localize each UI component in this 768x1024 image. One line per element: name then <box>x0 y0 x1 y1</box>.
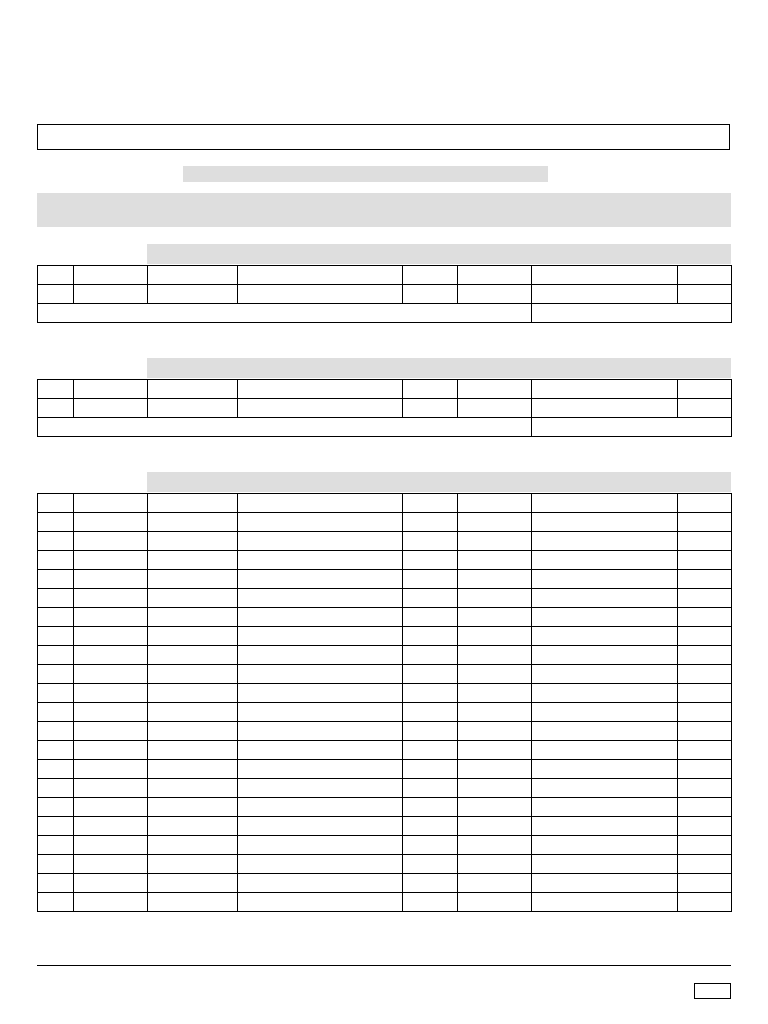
table-row <box>38 494 732 513</box>
table-cell[interactable] <box>74 551 148 570</box>
table-cell[interactable] <box>38 380 74 399</box>
table-cell[interactable] <box>38 817 74 836</box>
table-cell[interactable] <box>74 855 148 874</box>
table-cell[interactable] <box>403 665 458 684</box>
table-cell[interactable] <box>238 589 403 608</box>
table-cell[interactable] <box>238 874 403 893</box>
table-cell[interactable] <box>458 703 532 722</box>
form-info-band <box>37 193 731 227</box>
table-cell[interactable] <box>458 285 532 304</box>
table-cell[interactable] <box>38 494 74 513</box>
table-cell[interactable] <box>74 627 148 646</box>
table-cell[interactable] <box>238 760 403 779</box>
table-cell[interactable] <box>148 741 238 760</box>
table-cell[interactable] <box>74 380 148 399</box>
table-cell[interactable] <box>74 399 148 418</box>
table-cell[interactable] <box>532 779 678 798</box>
table-cell[interactable] <box>458 513 532 532</box>
table-cell[interactable] <box>403 266 458 285</box>
table-cell[interactable] <box>38 741 74 760</box>
total-label <box>38 418 532 437</box>
table-cell[interactable] <box>678 893 732 912</box>
table-cell[interactable] <box>74 817 148 836</box>
table-cell[interactable] <box>458 741 532 760</box>
table-cell[interactable] <box>403 874 458 893</box>
table-row <box>38 779 732 798</box>
table-row <box>38 760 732 779</box>
table-cell[interactable] <box>403 703 458 722</box>
table-cell[interactable] <box>403 855 458 874</box>
table-cell[interactable] <box>148 722 238 741</box>
table-cell[interactable] <box>403 532 458 551</box>
table-cell[interactable] <box>678 722 732 741</box>
total-value-field[interactable] <box>532 418 732 437</box>
table-cell[interactable] <box>678 608 732 627</box>
table-cell[interactable] <box>403 798 458 817</box>
table-cell[interactable] <box>403 589 458 608</box>
table-cell[interactable] <box>403 399 458 418</box>
table-row <box>38 722 732 741</box>
table-cell[interactable] <box>532 570 678 589</box>
table-cell[interactable] <box>403 380 458 399</box>
total-row <box>38 304 732 323</box>
footer-rule <box>37 965 731 966</box>
table-row <box>38 703 732 722</box>
page-number-box <box>694 983 731 999</box>
table-row <box>38 380 732 399</box>
table-cell[interactable] <box>38 589 74 608</box>
table-cell[interactable] <box>238 399 403 418</box>
table-cell[interactable] <box>148 608 238 627</box>
table-cell[interactable] <box>403 513 458 532</box>
table-cell[interactable] <box>148 285 238 304</box>
table-row <box>38 874 732 893</box>
table-cell[interactable] <box>238 741 403 760</box>
table-cell[interactable] <box>678 874 732 893</box>
table-cell[interactable] <box>238 570 403 589</box>
table-cell[interactable] <box>38 836 74 855</box>
table-row <box>38 532 732 551</box>
table-cell[interactable] <box>532 627 678 646</box>
table-cell[interactable] <box>678 855 732 874</box>
table-cell[interactable] <box>238 684 403 703</box>
table-row <box>38 893 732 912</box>
table-cell[interactable] <box>38 703 74 722</box>
table-cell[interactable] <box>458 608 532 627</box>
table-cell[interactable] <box>532 836 678 855</box>
table-cell[interactable] <box>532 893 678 912</box>
table-cell[interactable] <box>74 570 148 589</box>
table-cell[interactable] <box>678 266 732 285</box>
form-subtitle-bar <box>183 166 548 182</box>
table-cell[interactable] <box>148 855 238 874</box>
table-cell[interactable] <box>74 798 148 817</box>
table-cell[interactable] <box>532 741 678 760</box>
table-cell[interactable] <box>148 532 238 551</box>
table-cell[interactable] <box>238 551 403 570</box>
table-row <box>38 741 732 760</box>
table-cell[interactable] <box>238 627 403 646</box>
table-cell[interactable] <box>148 380 238 399</box>
table-cell[interactable] <box>458 570 532 589</box>
table-cell[interactable] <box>458 646 532 665</box>
table-cell[interactable] <box>532 513 678 532</box>
table-cell[interactable] <box>38 779 74 798</box>
table-cell[interactable] <box>458 665 532 684</box>
table-cell[interactable] <box>238 665 403 684</box>
table-cell[interactable] <box>74 285 148 304</box>
table-cell[interactable] <box>458 722 532 741</box>
table-cell[interactable] <box>74 665 148 684</box>
section-2-header <box>147 358 731 378</box>
table-cell[interactable] <box>532 589 678 608</box>
table-cell[interactable] <box>74 646 148 665</box>
table-row <box>38 551 732 570</box>
total-value-field[interactable] <box>532 304 732 323</box>
table-cell[interactable] <box>38 665 74 684</box>
table-cell[interactable] <box>74 779 148 798</box>
section-1-table <box>37 265 732 323</box>
table-cell[interactable] <box>238 285 403 304</box>
section-3-header <box>147 472 731 492</box>
form-title-box <box>37 124 730 150</box>
table-row <box>38 285 732 304</box>
table-cell[interactable] <box>403 893 458 912</box>
table-cell[interactable] <box>38 855 74 874</box>
table-cell[interactable] <box>678 741 732 760</box>
table-cell[interactable] <box>38 399 74 418</box>
table-cell[interactable] <box>74 703 148 722</box>
table-row <box>38 817 732 836</box>
table-cell[interactable] <box>238 513 403 532</box>
table-cell[interactable] <box>74 494 148 513</box>
table-cell[interactable] <box>458 855 532 874</box>
table-cell[interactable] <box>678 494 732 513</box>
table-cell[interactable] <box>532 665 678 684</box>
table-row <box>38 513 732 532</box>
table-cell[interactable] <box>238 817 403 836</box>
table-cell[interactable] <box>678 570 732 589</box>
total-label <box>38 304 532 323</box>
table-cell[interactable] <box>678 551 732 570</box>
table-cell[interactable] <box>532 380 678 399</box>
table-cell[interactable] <box>678 703 732 722</box>
table-cell[interactable] <box>403 817 458 836</box>
table-cell[interactable] <box>678 399 732 418</box>
table-cell[interactable] <box>238 608 403 627</box>
table-cell[interactable] <box>403 608 458 627</box>
table-row <box>38 646 732 665</box>
table-cell[interactable] <box>678 779 732 798</box>
table-cell[interactable] <box>38 532 74 551</box>
table-cell[interactable] <box>532 874 678 893</box>
table-cell[interactable] <box>238 855 403 874</box>
table-cell[interactable] <box>148 779 238 798</box>
table-cell[interactable] <box>458 399 532 418</box>
table-cell[interactable] <box>148 589 238 608</box>
table-cell[interactable] <box>403 684 458 703</box>
table-cell[interactable] <box>238 532 403 551</box>
table-cell[interactable] <box>403 570 458 589</box>
table-cell[interactable] <box>74 513 148 532</box>
table-cell[interactable] <box>532 703 678 722</box>
table-row <box>38 798 732 817</box>
table-row <box>38 836 732 855</box>
table-cell[interactable] <box>678 836 732 855</box>
table-cell[interactable] <box>532 722 678 741</box>
table-cell[interactable] <box>38 627 74 646</box>
table-cell[interactable] <box>532 532 678 551</box>
table-cell[interactable] <box>74 760 148 779</box>
table-cell[interactable] <box>678 285 732 304</box>
table-cell[interactable] <box>532 494 678 513</box>
table-cell[interactable] <box>148 570 238 589</box>
table-cell[interactable] <box>458 589 532 608</box>
table-cell[interactable] <box>458 817 532 836</box>
table-cell[interactable] <box>403 285 458 304</box>
table-row <box>38 855 732 874</box>
table-cell[interactable] <box>532 684 678 703</box>
table-cell[interactable] <box>678 532 732 551</box>
table-row <box>38 684 732 703</box>
section-3-table <box>37 493 732 912</box>
table-row <box>38 665 732 684</box>
table-cell[interactable] <box>148 817 238 836</box>
table-cell[interactable] <box>38 551 74 570</box>
table-cell[interactable] <box>403 722 458 741</box>
table-cell[interactable] <box>678 798 732 817</box>
table-cell[interactable] <box>38 513 74 532</box>
table-cell[interactable] <box>74 608 148 627</box>
table-cell[interactable] <box>532 266 678 285</box>
table-cell[interactable] <box>148 684 238 703</box>
table-cell[interactable] <box>403 836 458 855</box>
table-cell[interactable] <box>678 589 732 608</box>
table-cell[interactable] <box>148 874 238 893</box>
table-cell[interactable] <box>678 646 732 665</box>
table-cell[interactable] <box>678 760 732 779</box>
table-cell[interactable] <box>148 665 238 684</box>
table-cell[interactable] <box>532 798 678 817</box>
table-cell[interactable] <box>403 494 458 513</box>
table-cell[interactable] <box>532 551 678 570</box>
table-cell[interactable] <box>532 285 678 304</box>
table-cell[interactable] <box>458 532 532 551</box>
table-cell[interactable] <box>532 760 678 779</box>
table-cell[interactable] <box>38 608 74 627</box>
table-cell[interactable] <box>38 266 74 285</box>
table-cell[interactable] <box>238 646 403 665</box>
table-cell[interactable] <box>148 703 238 722</box>
table-cell[interactable] <box>238 836 403 855</box>
table-cell[interactable] <box>678 513 732 532</box>
table-cell[interactable] <box>403 741 458 760</box>
table-cell[interactable] <box>148 646 238 665</box>
table-cell[interactable] <box>458 798 532 817</box>
table-cell[interactable] <box>148 893 238 912</box>
table-cell[interactable] <box>458 893 532 912</box>
table-cell[interactable] <box>238 779 403 798</box>
table-cell[interactable] <box>678 627 732 646</box>
table-cell[interactable] <box>74 874 148 893</box>
table-cell[interactable] <box>238 703 403 722</box>
table-row <box>38 589 732 608</box>
table-cell[interactable] <box>403 760 458 779</box>
table-cell[interactable] <box>148 266 238 285</box>
table-cell[interactable] <box>38 684 74 703</box>
table-cell[interactable] <box>148 836 238 855</box>
table-cell[interactable] <box>458 551 532 570</box>
table-cell[interactable] <box>38 893 74 912</box>
table-cell[interactable] <box>148 399 238 418</box>
table-cell[interactable] <box>532 399 678 418</box>
table-cell[interactable] <box>74 893 148 912</box>
table-cell[interactable] <box>148 760 238 779</box>
table-cell[interactable] <box>74 836 148 855</box>
table-cell[interactable] <box>678 817 732 836</box>
table-cell[interactable] <box>458 760 532 779</box>
table-cell[interactable] <box>74 684 148 703</box>
table-cell[interactable] <box>38 874 74 893</box>
table-row <box>38 399 732 418</box>
table-cell[interactable] <box>148 551 238 570</box>
table-cell[interactable] <box>148 627 238 646</box>
table-cell[interactable] <box>238 893 403 912</box>
table-row <box>38 570 732 589</box>
table-cell[interactable] <box>38 798 74 817</box>
table-cell[interactable] <box>403 627 458 646</box>
table-cell[interactable] <box>238 380 403 399</box>
table-cell[interactable] <box>74 532 148 551</box>
table-cell[interactable] <box>38 570 74 589</box>
table-cell[interactable] <box>458 266 532 285</box>
table-cell[interactable] <box>148 513 238 532</box>
table-cell[interactable] <box>74 741 148 760</box>
table-cell[interactable] <box>458 836 532 855</box>
table-cell[interactable] <box>74 266 148 285</box>
table-cell[interactable] <box>74 589 148 608</box>
table-cell[interactable] <box>458 627 532 646</box>
table-cell[interactable] <box>532 817 678 836</box>
table-row <box>38 266 732 285</box>
table-row <box>38 608 732 627</box>
table-cell[interactable] <box>458 684 532 703</box>
table-cell[interactable] <box>238 722 403 741</box>
table-cell[interactable] <box>403 646 458 665</box>
table-cell[interactable] <box>38 285 74 304</box>
table-cell[interactable] <box>238 494 403 513</box>
table-cell[interactable] <box>148 798 238 817</box>
table-cell[interactable] <box>238 798 403 817</box>
table-cell[interactable] <box>403 779 458 798</box>
table-cell[interactable] <box>148 494 238 513</box>
table-row <box>38 627 732 646</box>
table-cell[interactable] <box>678 684 732 703</box>
table-cell[interactable] <box>532 855 678 874</box>
table-cell[interactable] <box>458 874 532 893</box>
table-cell[interactable] <box>678 380 732 399</box>
table-cell[interactable] <box>458 380 532 399</box>
table-cell[interactable] <box>458 494 532 513</box>
total-row <box>38 418 732 437</box>
table-cell[interactable] <box>458 779 532 798</box>
table-cell[interactable] <box>74 722 148 741</box>
table-cell[interactable] <box>532 608 678 627</box>
table-cell[interactable] <box>38 760 74 779</box>
table-cell[interactable] <box>38 646 74 665</box>
table-cell[interactable] <box>238 266 403 285</box>
table-cell[interactable] <box>532 646 678 665</box>
table-cell[interactable] <box>678 665 732 684</box>
table-cell[interactable] <box>38 722 74 741</box>
section-1-header <box>147 244 731 264</box>
table-cell[interactable] <box>403 551 458 570</box>
section-2-table <box>37 379 732 437</box>
